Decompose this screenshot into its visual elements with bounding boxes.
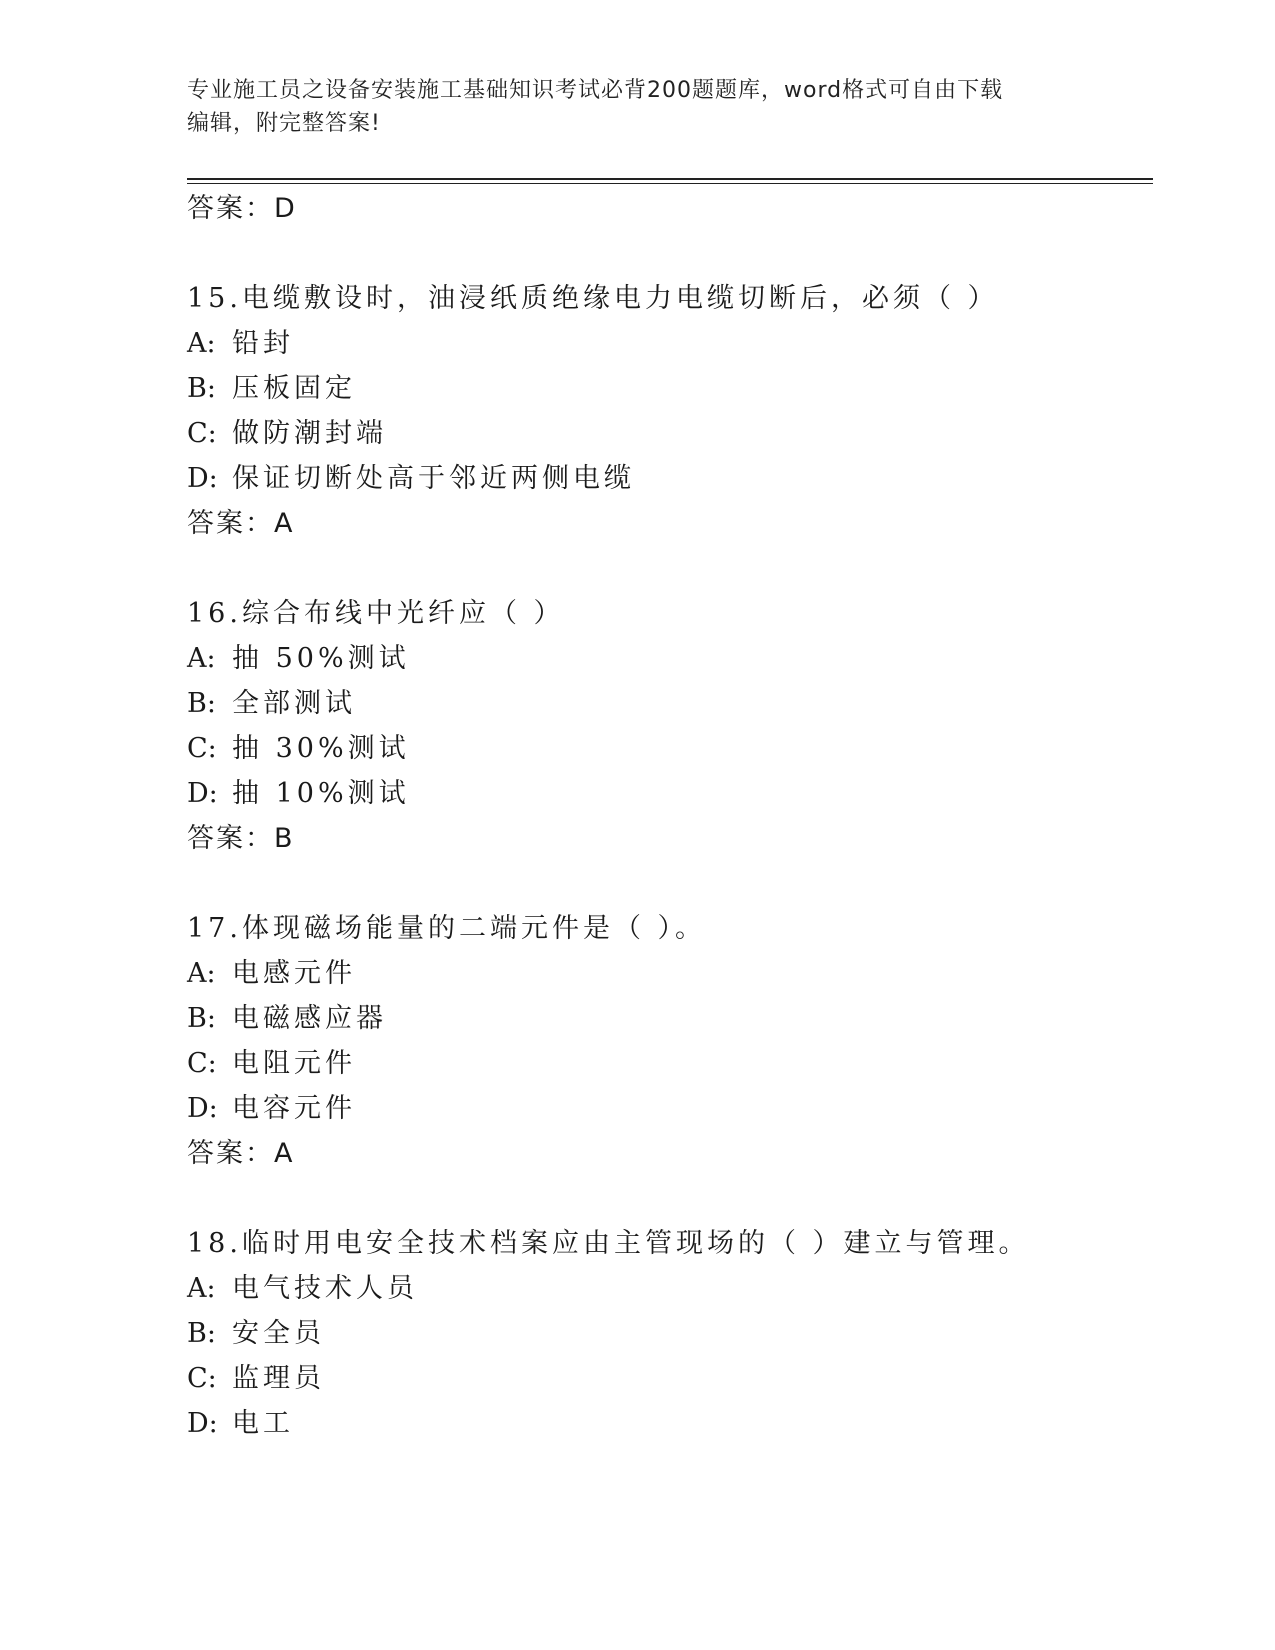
question-17-stem: 17.体现磁场能量的二端元件是（ ）。 — [187, 913, 707, 944]
option-letter: A: — [187, 643, 216, 674]
question-18-stem: 18.临时用电安全技术档案应由主管现场的（ ）建立与管理。 — [187, 1228, 1030, 1259]
option-text: 压板固定 — [232, 373, 356, 404]
option-text: 电感元件 — [232, 958, 356, 989]
question-18-option-c — [187, 1362, 325, 1396]
option-letter: B: — [187, 1318, 216, 1349]
question-18-option-d — [187, 1407, 294, 1441]
question-15-option-c — [187, 417, 387, 451]
option-letter: A: — [187, 958, 216, 989]
question-15-option-d — [187, 462, 635, 496]
question-15-option-a — [187, 327, 294, 361]
question-18-option-a — [187, 1272, 418, 1306]
option-letter: B: — [187, 373, 216, 404]
option-text: 全部测试 — [232, 688, 356, 719]
option-letter: A: — [187, 328, 216, 359]
question-16-option-c — [187, 732, 410, 766]
question-16-option-a — [187, 642, 410, 676]
question-16-answer: 答案：B — [187, 823, 295, 854]
document-header — [187, 74, 1087, 140]
option-text: 电磁感应器 — [232, 1003, 387, 1034]
question-15-stem: 15.电缆敷设时，油浸纸质绝缘电力电缆切断后，必须（ ） — [187, 283, 999, 314]
option-text: 抽 50%测试 — [232, 643, 410, 674]
question-17-answer: 答案：A — [187, 1138, 295, 1169]
option-text: 保证切断处高于邻近两侧电缆 — [232, 463, 635, 494]
header-divider-thick — [187, 178, 1153, 180]
option-text: 电气技术人员 — [232, 1273, 418, 1304]
option-letter: C: — [187, 1048, 217, 1079]
option-text: 铅封 — [232, 328, 294, 359]
option-text: 抽 10%测试 — [232, 778, 410, 809]
question-16-option-d — [187, 777, 410, 811]
option-letter: D: — [187, 463, 218, 494]
option-letter: D: — [187, 778, 218, 809]
option-letter: C: — [187, 418, 217, 449]
question-16-stem: 16.综合布线中光纤应（ ） — [187, 598, 565, 629]
header-divider-thin — [187, 183, 1153, 184]
question-17-option-d — [187, 1092, 356, 1126]
header-line-2: 编辑，附完整答案! — [187, 111, 381, 136]
option-letter: B: — [187, 688, 216, 719]
question-17-option-c — [187, 1047, 356, 1081]
question-15-option-b — [187, 372, 356, 406]
option-text: 安全员 — [232, 1318, 325, 1349]
header-line-1: 专业施工员之设备安装施工基础知识考试必背200题题库，word格式可自由下载 — [187, 78, 1004, 103]
question-18-option-b — [187, 1317, 325, 1351]
option-letter: D: — [187, 1408, 218, 1439]
option-letter: D: — [187, 1093, 218, 1124]
option-letter: C: — [187, 1363, 217, 1394]
option-letter: C: — [187, 733, 217, 764]
question-17-option-a — [187, 957, 356, 991]
question-17-option-b — [187, 1002, 387, 1036]
question-16-option-b — [187, 687, 356, 721]
option-text: 做防潮封端 — [232, 418, 387, 449]
option-text: 电容元件 — [232, 1093, 356, 1124]
option-letter: B: — [187, 1003, 216, 1034]
previous-answer: 答案：D — [187, 193, 297, 224]
option-text: 抽 30%测试 — [232, 733, 410, 764]
option-text: 电工 — [232, 1408, 294, 1439]
option-text: 监理员 — [232, 1363, 325, 1394]
option-letter: A: — [187, 1273, 216, 1304]
question-15-answer: 答案：A — [187, 508, 295, 539]
option-text: 电阻元件 — [232, 1048, 356, 1079]
